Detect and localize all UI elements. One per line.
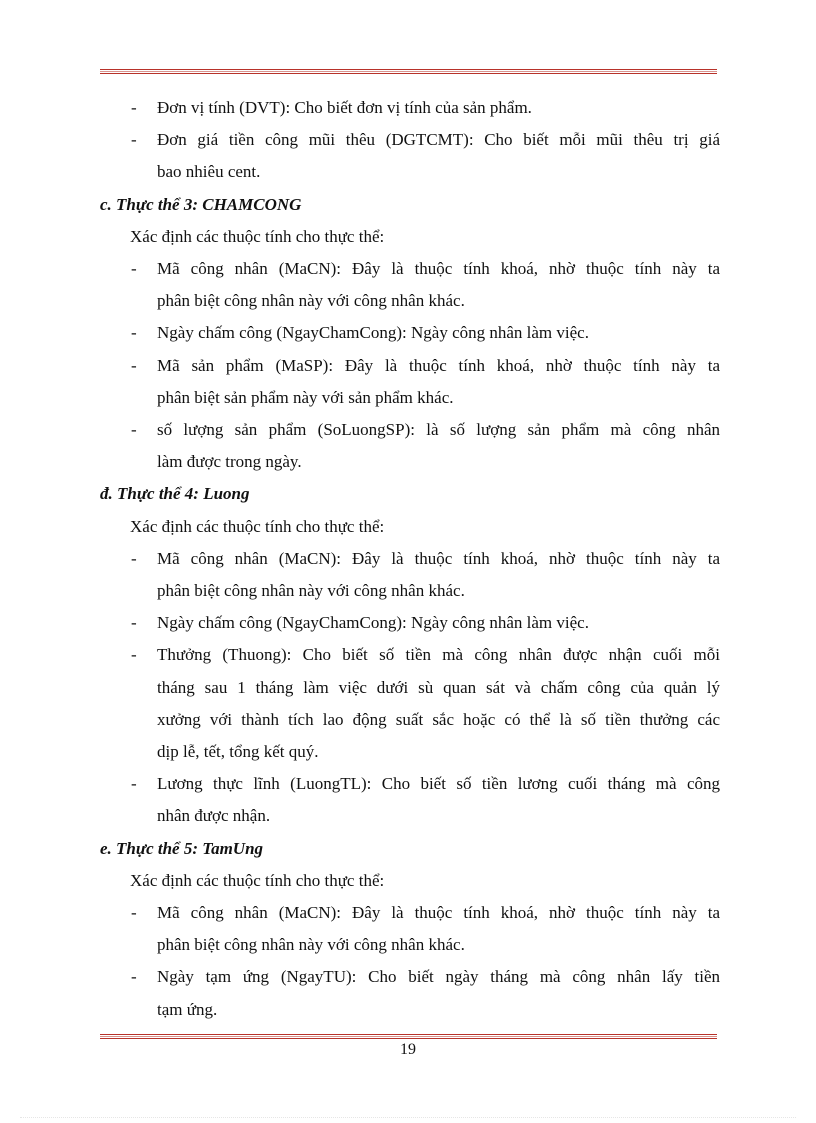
section-intro-c: Xác định các thuộc tính cho thực thể: bbox=[130, 226, 385, 246]
list-item-text: số lượng sản phẩm (SoLuongSP): là số lượng sản phẩm mà công nhân bbox=[157, 420, 720, 440]
list-item-first-line bbox=[100, 897, 720, 929]
list-item-continuation: xưởng với thành tích lao động suất sắc hoặc có thể là số tiền thưởng các bbox=[157, 709, 720, 729]
list-item-text: Lương thực lĩnh (LuongTL): Cho biết số tiền lương cuối tháng mà công bbox=[157, 774, 720, 794]
list-item bbox=[100, 543, 720, 607]
list-item-continuation: phân biệt sản phẩm này với sản phẩm khác. bbox=[157, 387, 454, 407]
list-item-text: Mã công nhân (MaCN): Đây là thuộc tính khoá, nhờ thuộc tính này ta bbox=[157, 259, 720, 279]
list-item-continuation: phân biệt công nhân này với công nhân khác. bbox=[157, 935, 465, 955]
footer-rule bbox=[100, 1034, 717, 1039]
list-item-continuation: tạm ứng. bbox=[157, 999, 218, 1019]
section-intro-e: Xác định các thuộc tính cho thực thể: bbox=[130, 870, 385, 890]
list-item-text: Ngày tạm ứng (NgayTU): Cho biết ngày tháng mà công nhân lấy tiền bbox=[157, 967, 720, 987]
list-item bbox=[100, 768, 720, 832]
list-item bbox=[100, 317, 720, 349]
list-item-first-line bbox=[100, 253, 720, 285]
list-item-first-line bbox=[100, 124, 720, 156]
bullet-dash: - bbox=[131, 355, 137, 375]
list-item-text: Đơn vị tính (DVT): Cho biết đơn vị tính của sản phẩm. bbox=[157, 98, 532, 117]
bullet-dash: - bbox=[131, 613, 137, 633]
list-item-first-line bbox=[100, 414, 720, 446]
list-item-text: Thưởng (Thuong): Cho biết số tiền mà công nhân được nhận cuối mỗi bbox=[157, 645, 720, 665]
list-item bbox=[100, 414, 720, 478]
list-item-first-line bbox=[100, 961, 720, 993]
bullet-dash: - bbox=[131, 774, 137, 794]
attribute-list-d bbox=[100, 543, 720, 833]
section-heading-c: c. Thực thể 3: CHAMCONG bbox=[100, 194, 302, 214]
list-item-first-line bbox=[100, 543, 720, 575]
list-item-text: Đơn giá tiền công mũi thêu (DGTCMT): Cho biết mỗi mũi thêu trị giá bbox=[157, 130, 720, 150]
list-item-text: Mã sản phẩm (MaSP): Đây là thuộc tính khoá, nhờ thuộc tính này ta bbox=[157, 355, 720, 375]
list-item-continuation: phân biệt công nhân này với công nhân khác. bbox=[157, 291, 465, 311]
list-item-text: Mã công nhân (MaCN): Đây là thuộc tính khoá, nhờ thuộc tính này ta bbox=[157, 903, 720, 923]
page-edge-dots bbox=[20, 1117, 796, 1118]
bullet-dash: - bbox=[131, 98, 137, 117]
list-item-first-line bbox=[100, 92, 720, 124]
list-item-text: Mã công nhân (MaCN): Đây là thuộc tính khoá, nhờ thuộc tính này ta bbox=[157, 548, 720, 568]
list-item bbox=[100, 961, 720, 1025]
list-item-first-line bbox=[100, 607, 720, 639]
bullet-dash: - bbox=[131, 259, 137, 279]
list-item bbox=[100, 253, 720, 317]
list-item bbox=[100, 639, 720, 768]
list-item-text: Ngày chấm công (NgayChamCong): Ngày công nhân làm việc. bbox=[157, 323, 589, 343]
attribute-list-b-tail bbox=[100, 92, 720, 189]
list-item-continuation: làm được trong ngày. bbox=[157, 452, 302, 472]
section-heading-e: e. Thực thể 5: TamUng bbox=[100, 838, 264, 858]
list-item-continuation: tháng sau 1 tháng làm việc dưới sù quan sát và chấm công của quản lý bbox=[157, 677, 720, 697]
section-intro-d: Xác định các thuộc tính cho thực thể: bbox=[130, 516, 385, 536]
list-item bbox=[100, 124, 720, 188]
bullet-dash: - bbox=[131, 903, 137, 923]
attribute-list-e bbox=[100, 897, 720, 1026]
header-rule bbox=[100, 69, 717, 74]
bullet-dash: - bbox=[131, 967, 137, 987]
bullet-dash: - bbox=[131, 130, 137, 150]
document-body bbox=[100, 92, 720, 1026]
bullet-dash: - bbox=[131, 420, 137, 440]
attribute-list-c bbox=[100, 253, 720, 478]
list-item bbox=[100, 92, 720, 124]
bullet-dash: - bbox=[131, 645, 137, 665]
list-item-first-line bbox=[100, 317, 720, 349]
list-item-continuation: nhân được nhận. bbox=[157, 806, 271, 826]
bullet-dash: - bbox=[131, 323, 137, 343]
list-item-continuation: dịp lễ, tết, tổng kết quý. bbox=[157, 742, 319, 762]
list-item-text: Ngày chấm công (NgayChamCong): Ngày công nhân làm việc. bbox=[157, 613, 589, 633]
list-item-continuation: bao nhiêu cent. bbox=[157, 162, 261, 182]
section-heading-d: đ. Thực thể 4: Luong bbox=[100, 484, 250, 504]
list-item bbox=[100, 607, 720, 639]
list-item bbox=[100, 350, 720, 414]
list-item-first-line bbox=[100, 768, 720, 800]
page-number: 19 bbox=[400, 1041, 416, 1058]
bullet-dash: - bbox=[131, 548, 137, 568]
list-item bbox=[100, 897, 720, 961]
list-item-first-line bbox=[100, 639, 720, 671]
list-item-continuation: phân biệt công nhân này với công nhân khác. bbox=[157, 581, 465, 601]
list-item-first-line bbox=[100, 350, 720, 382]
